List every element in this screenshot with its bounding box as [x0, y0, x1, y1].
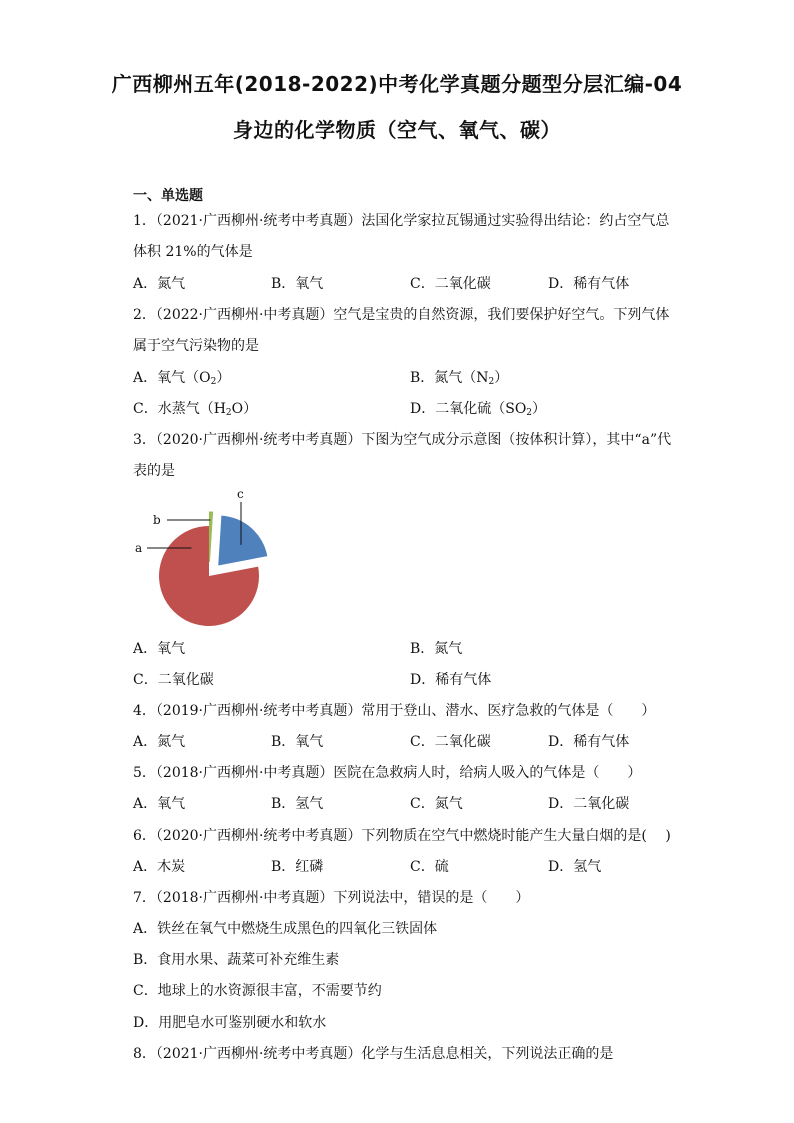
question-7-option-c: C．地球上的水资源很丰富，不需要节约 — [133, 983, 382, 999]
question-3-option-c: C．二氧化碳 — [133, 672, 214, 688]
question-7-option-d: D．用肥皂水可鉴别硬水和软水 — [133, 1015, 327, 1031]
pie-slice-c — [218, 516, 267, 566]
question-1-option-c: C．二氧化碳 — [410, 276, 491, 292]
question-5-option-a: A．氧气 — [133, 796, 186, 812]
question-6-stem: 6．（2020·广西柳州·统考中考真题）下列物质在空气中燃烧时能产生大量白烟的是( ) — [133, 828, 671, 844]
question-5-option-c: C．氮气 — [410, 796, 463, 812]
question-4-option-a: A．氮气 — [133, 734, 186, 750]
question-3-option-a: A．氧气 — [133, 641, 186, 657]
question-3-option-b: B．氮气 — [410, 641, 463, 657]
question-2-stem: 2．（2022·广西柳州·中考真题）空气是宝贵的自然资源，我们要保护好空气。下列气体 — [133, 307, 670, 323]
question-5-option-d: D．二氧化碳 — [548, 796, 630, 812]
question-3-stem-cont: 表的是 — [133, 463, 175, 479]
question-8-stem: 8．（2021·广西柳州·统考中考真题）化学与生活息息相关，下列说法正确的是 — [133, 1046, 614, 1062]
question-7-stem: 7．（2018·广西柳州·中考真题）下列说法中，错误的是（ ） — [133, 890, 530, 906]
question-2-option-b: B．氮气$(N_2)$ — [410, 370, 509, 387]
question-6-option-a: A．木炭 — [133, 859, 186, 875]
pie-label-c: c — [237, 487, 244, 501]
question-2-stem-cont: 属于空气污染物的是 — [133, 338, 259, 354]
question-2-option-d: D．二氧化硫$(SO_2)$ — [410, 401, 547, 418]
question-4-stem: 4．（2019·广西柳州·统考中考真题）常用于登山、潜水、医疗急救的气体是（ ） — [133, 703, 656, 719]
document-title-line-2: 身边的化学物质（空气、氧气、碳） — [233, 118, 561, 142]
question-1-option-b: B．氧气 — [271, 276, 324, 292]
section-heading: 一、单选题 — [133, 188, 203, 204]
air-composition-pie-chart — [125, 480, 285, 630]
question-1-option-d: D．稀有气体 — [548, 276, 630, 292]
question-3-stem: 3．（2020·广西柳州·统考中考真题）下图为空气成分示意图（按体积计算），其中“a”代 — [133, 432, 672, 448]
question-2-option-a: A．氧气$(O_2)$ — [133, 370, 231, 387]
question-4-option-d: D．稀有气体 — [548, 734, 630, 750]
question-2-option-c: C．水蒸气$(H_2O)$ — [133, 401, 258, 418]
question-6-option-c: C．硫 — [410, 859, 449, 875]
question-6-option-b: B．红磷 — [271, 859, 324, 875]
pie-label-a: a — [135, 541, 143, 555]
question-7-option-b: B．食用水果、蔬菜可补充维生素 — [133, 952, 340, 968]
question-1-option-a: A．氮气 — [133, 276, 186, 292]
pie-label-b: b — [153, 513, 161, 527]
question-6-option-d: D．氢气 — [548, 859, 602, 875]
question-4-option-c: C．二氧化碳 — [410, 734, 491, 750]
question-5-stem: 5．（2018·广西柳州·中考真题）医院在急救病人时，给病人吸入的气体是（ ） — [133, 765, 642, 781]
question-4-option-b: B．氧气 — [271, 734, 324, 750]
question-7-option-a: A．铁丝在氧气中燃烧生成黑色的四氧化三铁固体 — [133, 921, 438, 937]
document-title-line-1: 广西柳州五年(2018-2022)中考化学真题分题型分层汇编-04 — [111, 72, 683, 96]
question-1-stem: 1．（2021·广西柳州·统考中考真题）法国化学家拉瓦锡通过实验得出结论：约占空气总 — [133, 213, 670, 229]
question-5-option-b: B．氢气 — [271, 796, 324, 812]
question-1-stem-cont: 体积 21%的气体是 — [133, 244, 253, 260]
question-3-option-d: D．稀有气体 — [410, 672, 492, 688]
